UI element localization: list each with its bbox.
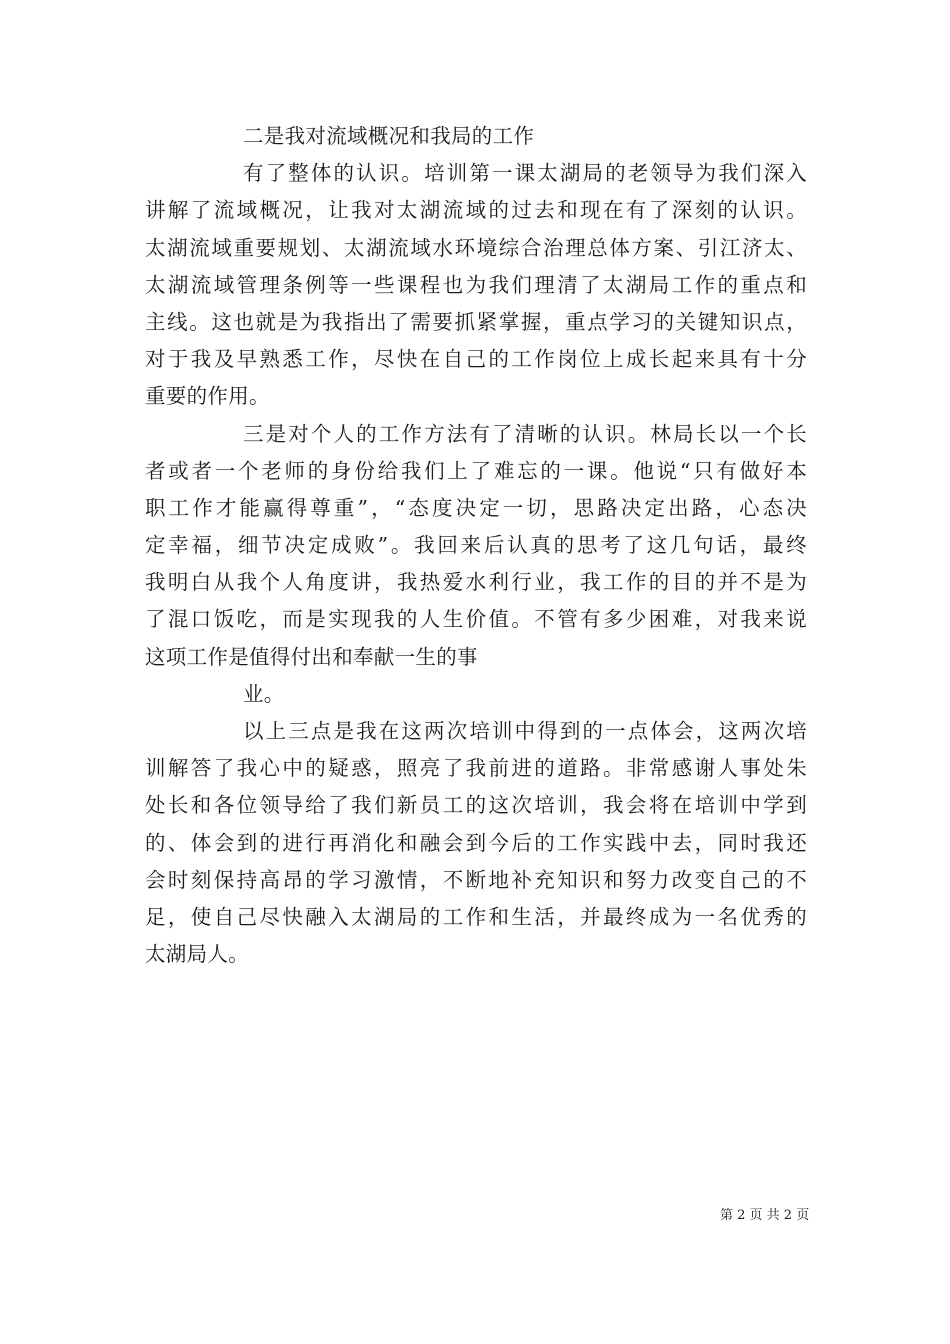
- text-line: 以上三点是我在这两次培训中得到的一点体会，这两次培: [243, 719, 807, 743]
- text-line: 主线。这也就是为我指出了需要抓紧掌握，重点学习的关键知识点，: [145, 309, 807, 334]
- text-line: 会时刻保持高昂的学习激情，不断地补充知识和努力改变自己的不: [145, 867, 807, 892]
- text-line: 有了整体的认识。培训第一课太湖局的老领导为我们深入: [243, 161, 807, 186]
- text-line: 讲解了流域概况，让我对太湖流域的过去和现在有了深刻的认识。: [145, 198, 807, 223]
- text-line: 太湖流域重要规划、太湖流域水环境综合治理总体方案、引江济太、: [145, 235, 807, 260]
- text-line: 职工作才能赢得尊重”，“态度决定一切，思路决定出路，心态决: [145, 495, 807, 520]
- text-line: 定幸福，细节决定成败”。我回来后认真的思考了这几句话，最终: [145, 533, 807, 558]
- text-line: 太湖局人。: [145, 942, 249, 967]
- text-line: 者或者一个老师的身份给我们上了难忘的一课。他说“只有做好本: [145, 458, 807, 483]
- text-line: 太湖流域管理条例等一些课程也为我们理清了太湖局工作的重点和: [145, 272, 807, 297]
- text-line: 重要的作用。: [145, 384, 270, 409]
- text-line: 这项工作是值得付出和奉献一生的事: [145, 644, 478, 669]
- page-number-footer: 第 2 页 共 2 页: [720, 1208, 810, 1223]
- text-line: 足，使自己尽快融入太湖局的工作和生活，并最终成为一名优秀的: [145, 904, 807, 929]
- text-line: 对于我及早熟悉工作，尽快在自己的工作岗位上成长起来具有十分: [145, 347, 807, 372]
- text-line: 了混口饭吃，而是实现我的人生价值。不管有多少困难，对我来说: [145, 607, 807, 632]
- text-line: 训解答了我心中的疑惑，照亮了我前进的道路。非常感谢人事处朱: [145, 756, 807, 781]
- text-line: 处长和各位领导给了我们新员工的这次培训，我会将在培训中学到: [145, 793, 807, 818]
- text-line: 我明白从我个人角度讲，我热爱水利行业，我工作的目的并不是为: [145, 570, 807, 595]
- document-body: [145, 118, 807, 973]
- text-line: 二是我对流域概况和我局的工作: [243, 124, 535, 148]
- text-line: 的、体会到的进行再消化和融会到今后的工作实践中去，同时我还: [145, 830, 807, 855]
- text-line: 业。: [243, 681, 285, 706]
- text-line: 三是对个人的工作方法有了清晰的认识。林局长以一个长: [243, 421, 807, 446]
